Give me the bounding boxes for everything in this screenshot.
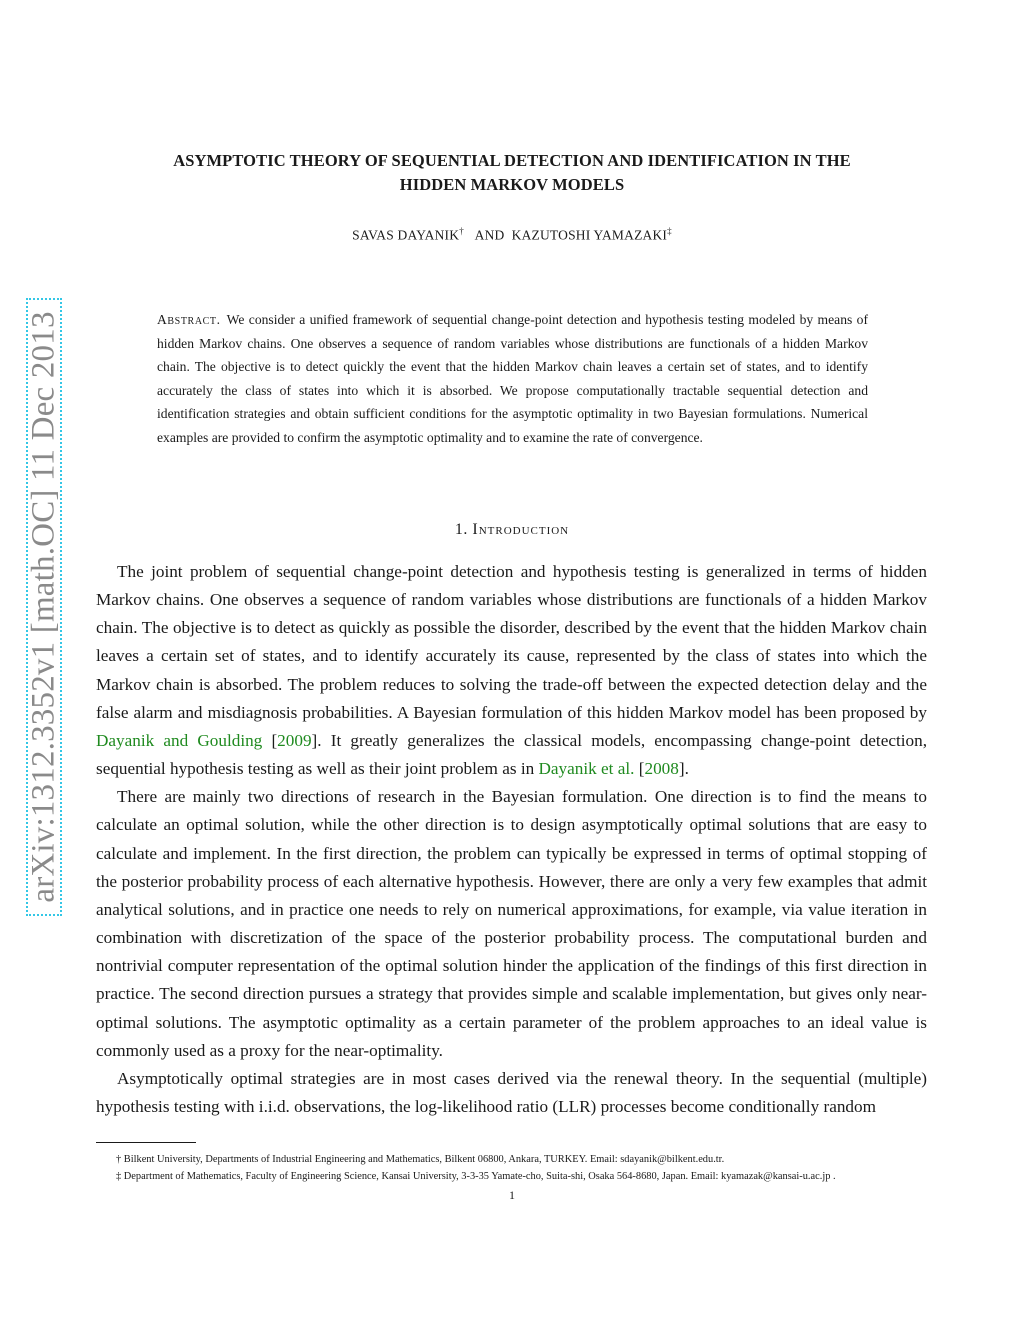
author-2-footnote-mark[interactable]: ‡ [667, 226, 672, 236]
citation-1-open: [ [271, 730, 278, 750]
author-1-footnote-mark[interactable]: † [459, 226, 464, 236]
section-heading [96, 521, 928, 539]
citation-2-open: [ [638, 759, 645, 779]
title-line-1: ASYMPTOTIC THEORY OF SEQUENTIAL DETECTION AND IDENTIFICATION IN THE [173, 151, 851, 170]
abstract-text: We consider a unified framework of sequential change-point detection and hypothesis testing modeled by means of hidden Markov chains. One observes a sequence of random variables whose distributions are functionals of a hidden Markov chain. The objective is to detect quickly the event that the hidden Markov chain leaves a certain set of states, and to identify accurately the class of states into which it is absorbed. We propose computationally tractable sequential detection and identification strategies and obtain sufficient conditions for the asymptotic optimality in two Bayesian formulations. Numerical examples are provided to confirm the asymptotic optimality and to examine the rate of convergence. [157, 312, 868, 445]
section-number: 1. [454, 521, 468, 538]
citation-dayanik-et-al[interactable]: Dayanik et al. [538, 759, 635, 779]
footnote-rule [96, 1142, 196, 1143]
title-line-2: HIDDEN MARKOV MODELS [399, 175, 625, 194]
paragraph-1-text-a: The joint problem of sequential change-point detection and hypothesis testing is generalized in terms of hidden Markov chains. One observes a sequence of random variables whose distributions are functionals of a hidden Markov chain. The objective is to detect as quickly as possible the disorder, described by the event that the hidden Markov chain leaves a certain set of states, and to identify accurately its cause, represented by the class of states into which the Markov chain is absorbed. The problem reduces to solving the trade-off between the expected detection delay and the false alarm and misdiagnosis probabilities. A Bayesian formulation of this hidden Markov model has been proposed by [96, 562, 927, 722]
citation-dayanik-goulding[interactable]: Dayanik and Goulding [96, 730, 263, 750]
author-line [96, 226, 928, 244]
footnote-2: ‡ Department of Mathematics, Faculty of Engineering Science, Kansai University, 3-3-35 Yamate-cho, Suita-shi, Osaka 564-8680, Japan. Email: kyamazak@kansai-u.ac.jp . [116, 1171, 836, 1182]
abstract [157, 308, 868, 450]
section-title: Introduction [472, 521, 570, 538]
footnotes [116, 1151, 936, 1185]
body-text [96, 558, 927, 1121]
paper-title [96, 149, 928, 197]
page-number: 1 [509, 1188, 515, 1202]
paragraph-3: Asymptotically optimal strategies are in most cases derived via the renewal theory. In the sequential (multiple) hypothesis testing with i.i.d. observations, the log-likelihood ratio (LLR) processes become conditionally random [96, 1068, 927, 1116]
paragraph-2: There are mainly two directions of research in the Bayesian formulation. One direction is to find the means to calculate an optimal solution, while the other direction is to design asymptotically optimal solutions that are easy to calculate and implement. In the first direction, the problem can typically be expressed in terms of optimal stopping of the posterior probability process of each alternative hypothesis. However, there are only a very few examples that admit analytical solutions, and in practice one needs to rely on numerical approximations, for example, via value iteration in combination with discretization of the space of the posterior probability process. The computational burden and nontrivial computer representation of the optimal solution hinder the application of the findings of this first direction in practice. The second direction pursues a strategy that provides simple and scalable implementation, but gives only near-optimal solutions. The asymptotic optimality as a certain parameter of the problem approaches to an ideal value is commonly used as a proxy for the near-optimality. [96, 787, 927, 1060]
author-conjunction: AND [474, 227, 505, 243]
citation-1-close: ] [311, 730, 318, 750]
paragraph-1-text-b: . It greatly generalizes the classical models, encompassing change-point detection, sequential hypothesis testing as well as their joint problem as in [96, 730, 927, 779]
citation-year-2009[interactable]: 2009 [277, 730, 312, 750]
abstract-label: Abstract. [157, 312, 221, 327]
citation-year-2008[interactable]: 2008 [644, 759, 679, 779]
author-1: SAVAS DAYANIK [352, 227, 460, 243]
citation-2-close: ]. [678, 759, 689, 779]
paragraph-1 [96, 558, 927, 783]
arxiv-identifier[interactable]: arXiv:1312.3352v1 [math.OC] 11 Dec 2013 [25, 311, 62, 903]
footnote-1: † Bilkent University, Departments of Industrial Engineering and Mathematics, Bilkent 06800, Ankara, TURKEY. Email: sdayanik@bilkent.edu.tr. [116, 1154, 725, 1165]
author-2: KAZUTOSHI YAMAZAKI [511, 227, 668, 243]
